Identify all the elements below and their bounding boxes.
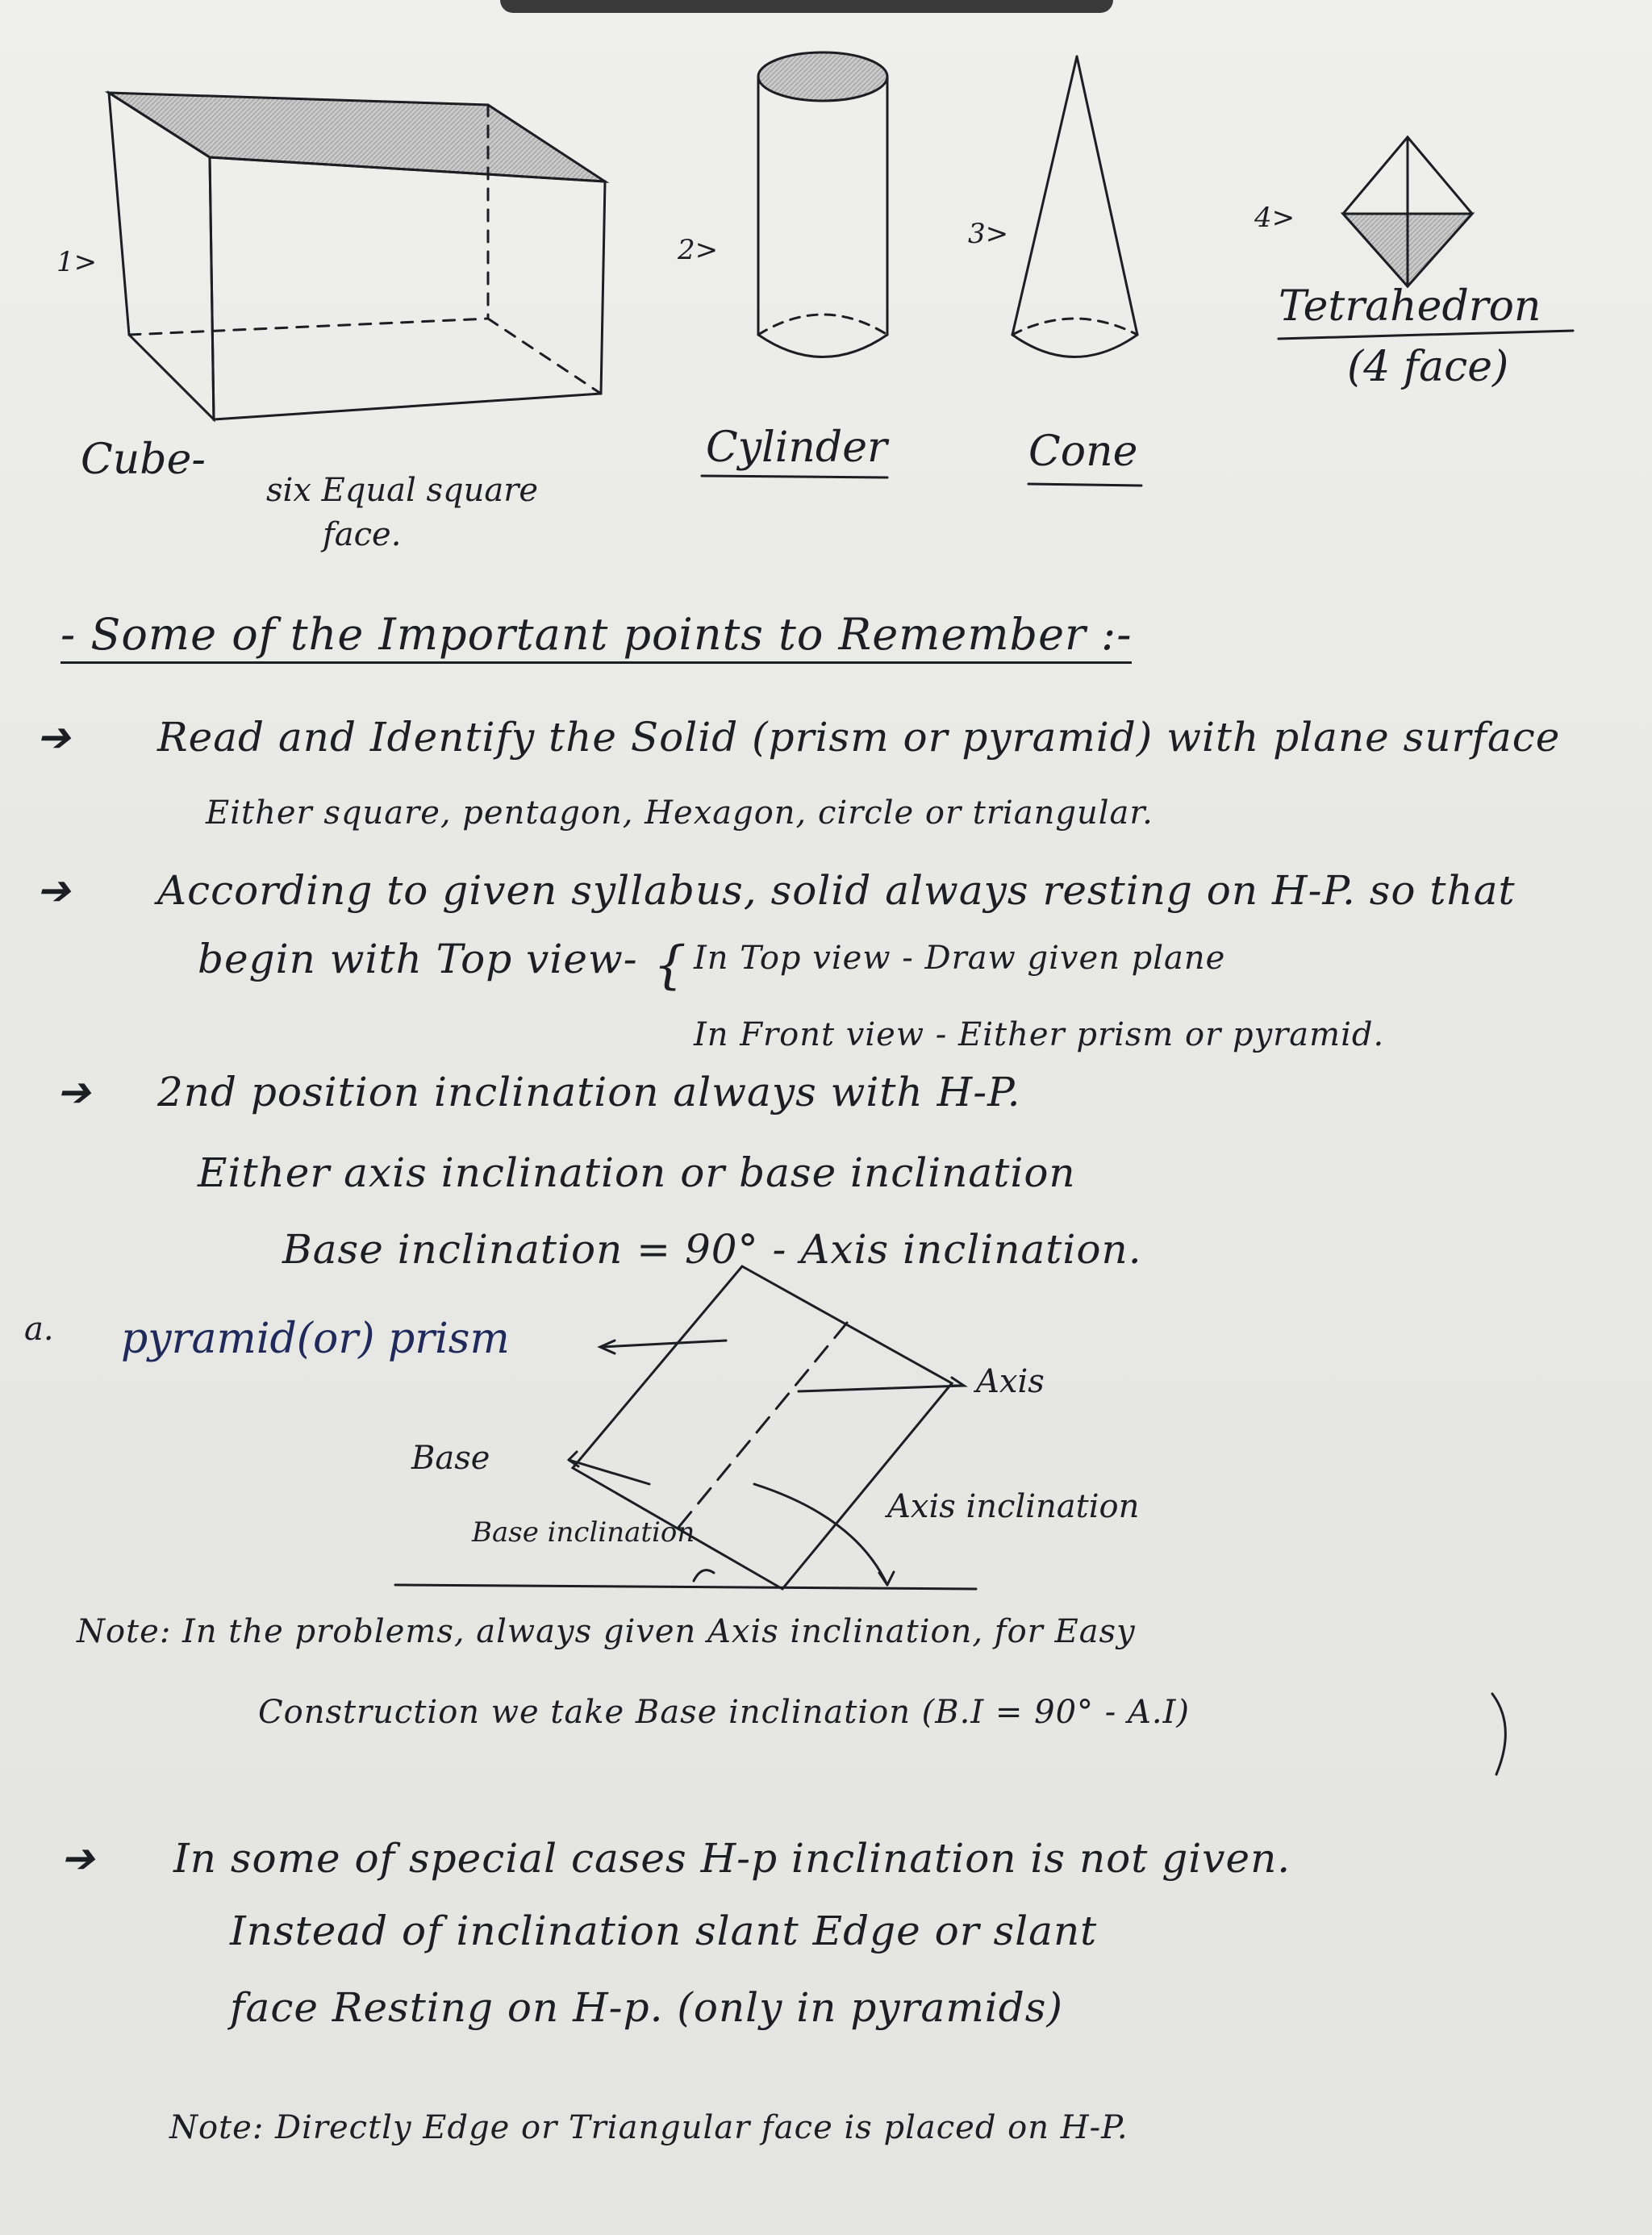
cylinder-drawing	[758, 52, 887, 357]
pyramid-prism-label: pyramid(or) prism	[121, 1315, 510, 1363]
point-1: Read and Identify the Solid (prism or pyramid) with plane surface	[157, 714, 1561, 761]
point-3: 2nd position inclination always with H-P.	[157, 1069, 1021, 1115]
point-2: According to given syllabus, solid always resting on H-P. so that	[157, 867, 1516, 914]
point-arrow-2: ➔	[36, 867, 71, 914]
cube-description-2: face.	[323, 516, 402, 553]
base-label: Base	[411, 1440, 490, 1477]
tetrahedron-label: Tetrahedron	[1279, 282, 1541, 331]
shape-number-2: 2>	[678, 234, 719, 266]
point-1-cont: Either square, pentagon, Hexagon, circle or triangular.	[206, 794, 1153, 832]
point-2-cont: begin with Top view-	[198, 936, 638, 982]
point-arrow-3: ➔	[56, 1069, 91, 1115]
point-arrow-4: ➔	[60, 1835, 95, 1882]
note-2: Note: Directly Edge or Triangular face is placed on H-P.	[169, 2109, 1128, 2146]
diagram-mark: a.	[24, 1311, 54, 1348]
shape-number-4: 4>	[1254, 202, 1295, 234]
cube-description: six Equal square	[266, 472, 539, 509]
axis-inclination-label: Axis inclination	[887, 1488, 1140, 1525]
brace: {	[653, 936, 686, 995]
point-3-cont: Either axis inclination or base inclination	[198, 1149, 1076, 1196]
cylinder-label: Cylinder	[706, 423, 887, 472]
shape-number-1: 1>	[56, 246, 98, 278]
cube-drawing	[109, 93, 605, 419]
front-view-note: In Front view - Either prism or pyramid.	[694, 1016, 1385, 1053]
note-1-line-1: Note: In the problems, always given Axis inclination, for Easy	[77, 1613, 1136, 1650]
special-line-1: In some of special cases H-p inclination is not given.	[173, 1835, 1291, 1882]
shape-number-3: 3>	[968, 218, 1009, 250]
top-view-note: In Top view - Draw given plane	[694, 940, 1226, 977]
special-line-3: face Resting on H-p. (only in pyramids)	[230, 1984, 1063, 2031]
point-arrow-1: ➔	[36, 714, 71, 761]
section-heading: - Some of the Important points to Remember :-	[60, 609, 1132, 660]
note-1-line-2: Construction we take Base inclination (B.I = 90° - A.I)	[258, 1694, 1190, 1731]
cone-drawing	[1012, 56, 1137, 357]
cone-label: Cone	[1028, 427, 1138, 476]
base-inclination-label: Base inclination	[472, 1516, 695, 1549]
tetrahedron-sublabel: (4 face)	[1347, 343, 1509, 391]
axis-label: Axis	[976, 1363, 1045, 1400]
formula-line: Base inclination = 90° - Axis inclination.	[282, 1226, 1142, 1273]
tetrahedron-drawing	[1343, 137, 1472, 286]
cube-label: Cube-	[81, 436, 206, 484]
special-line-2: Instead of inclination slant Edge or slant	[230, 1908, 1098, 1954]
